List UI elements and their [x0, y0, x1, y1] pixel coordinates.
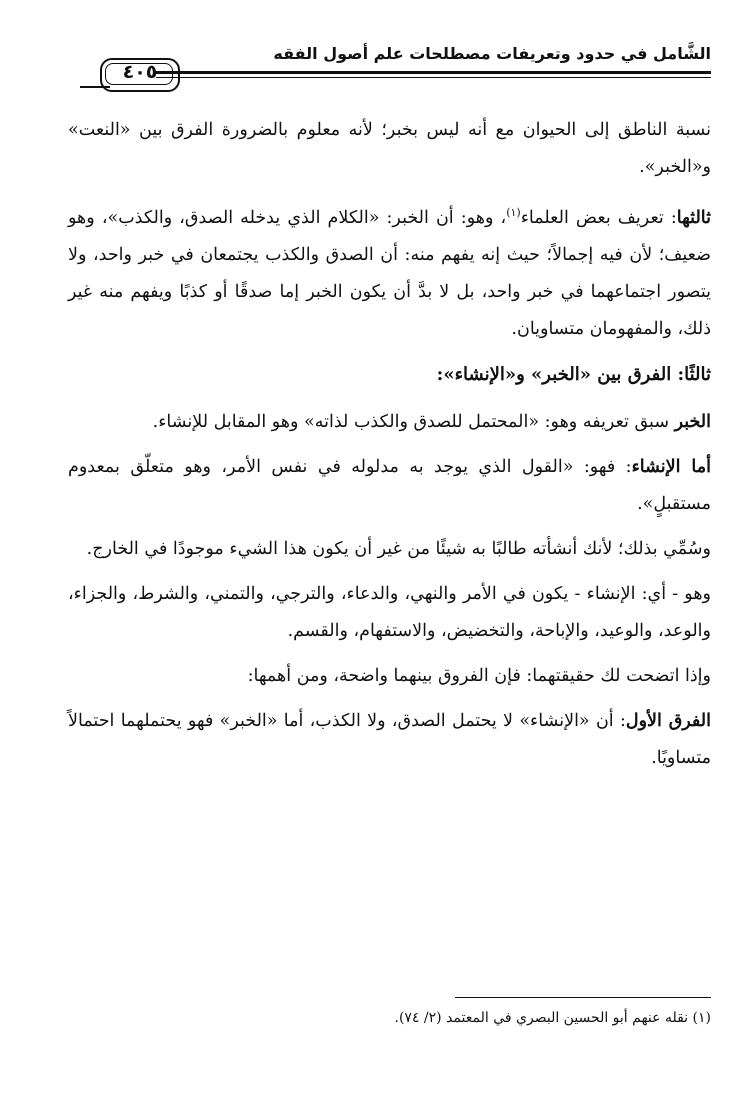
paragraph-6: وهو - أي: الإنشاء - يكون في الأمر والنهي، والدعاء، والترجي، والتمني، والشرط، والجزاء، والوعد، والوعيد، والإباحة، والتخضيض، والاستفهام، والقسم. — [68, 583, 711, 641]
paragraph-7: وإذا اتضحت لك حقيقتهما: فإن الفروق بينهما واضحة، ومن أهمها: — [247, 665, 711, 686]
header-rule-thick — [156, 71, 711, 74]
paragraph-2-lead: ثالثها — [676, 207, 711, 228]
paragraph-4-text: : فهو: «القول الذي يوجد به مدلوله في نفس الأمر، وهو متعلّق بمعدوم مستقبلٍ». — [68, 456, 711, 514]
paragraph-2 — [68, 194, 711, 348]
footnote-separator — [455, 997, 711, 998]
running-header — [64, 44, 711, 100]
paragraph-3-text: سبق تعريفه وهو: «المحتمل للصدق والكذب لذاته» وهو المقابل للإنشاء. — [152, 411, 675, 432]
footnote-marker: (١) — [692, 1010, 711, 1026]
paragraph-3-lead: الخبر — [674, 411, 711, 432]
header-rule-thin — [156, 77, 711, 78]
paragraph-8 — [68, 703, 711, 777]
paragraph-3 — [68, 404, 711, 441]
page-number: ٤٠٥ — [122, 61, 158, 83]
body-text — [68, 112, 711, 785]
paragraph-4 — [68, 449, 711, 523]
paragraph-2-text: : تعريف بعض العلماء — [520, 207, 677, 228]
paragraph-5: وسُمِّي بذلك؛ لأنك أنشأته طالبًا به شيئًا من غير أن يكون هذا الشيء موجودًا في الخارج. — [86, 538, 711, 559]
page-number-frame — [100, 58, 180, 92]
section-heading: ثالثًا: الفرق بين «الخبر» و«الإنشاء»: — [436, 363, 711, 385]
footnote-reference[interactable]: (١) — [506, 206, 521, 219]
footnote-text: نقله عنهم أبو الحسين البصري في المعتمد (٢/ ٧٤). — [394, 1010, 689, 1026]
paragraph-4-lead: أما الإنشاء — [631, 456, 712, 477]
paragraph-1: نسبة الناطق إلى الحيوان مع أنه ليس بخبر؛ لأنه معلوم بالضرورة الفرق بين «النعت» و«الخبر». — [68, 120, 711, 177]
paragraph-8-text: : أن «الإنشاء» لا يحتمل الصدق، ولا الكذب، أما «الخبر» فهو يحتملهما احتمالاً متساويًا. — [68, 710, 711, 768]
book-title: الشَّامل في حدود وتعريفات مصطلحات علم أصول الفقه — [273, 44, 711, 63]
footnote — [71, 1007, 711, 1029]
paragraph-2-rest: ، وهو: أن الخبر: «الكلام الذي يدخله الصدق، والكذب»، وهو ضعيف؛ لأن فيه إجمالاً؛ حيث إنه يفهم منه: أن الصدق والكذب يجتمعان في خبر واحد، ولا يتصور اجتماعهما في خبر واحد، بل لا بدَّ أن يكون الخبر إما صدقًا أو كذبًا ويفهم منه غير ذلك، والمفهومان متساويان. — [68, 207, 711, 339]
paragraph-8-lead: الفرق الأول — [625, 710, 711, 731]
